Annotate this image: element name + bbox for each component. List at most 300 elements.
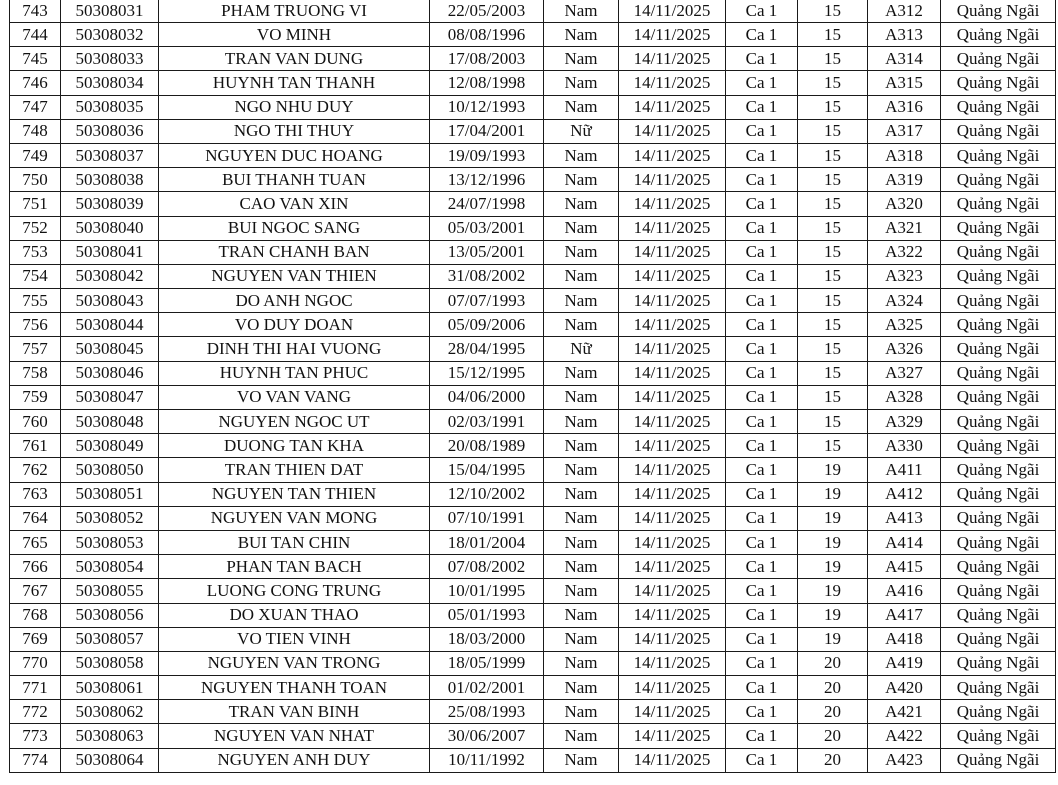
session-cell: Ca 1 (726, 313, 798, 337)
province-cell: Quảng Ngãi (941, 651, 1056, 675)
stt-cell: 767 (10, 579, 61, 603)
exam-date-cell: 14/11/2025 (619, 410, 726, 434)
candidate-id-cell: 50308040 (61, 216, 159, 240)
room-cell: A422 (868, 724, 941, 748)
room-cell: A325 (868, 313, 941, 337)
room-cell: A330 (868, 434, 941, 458)
full-name-cell: DINH THI HAI VUONG (159, 337, 430, 361)
table-row (10, 458, 1056, 482)
room-cell: A417 (868, 603, 941, 627)
province-cell: Quảng Ngãi (941, 555, 1056, 579)
site-cell: 15 (798, 216, 868, 240)
candidate-id-cell: 50308036 (61, 119, 159, 143)
site-cell: 20 (798, 700, 868, 724)
gender-cell: Nam (544, 240, 619, 264)
session-cell: Ca 1 (726, 700, 798, 724)
full-name-cell: CAO VAN XIN (159, 192, 430, 216)
candidate-id-cell: 50308034 (61, 71, 159, 95)
province-cell: Quảng Ngãi (941, 579, 1056, 603)
exam-date-cell: 14/11/2025 (619, 289, 726, 313)
full-name-cell: HUYNH TAN THANH (159, 71, 430, 95)
full-name-cell: TRAN THIEN DAT (159, 458, 430, 482)
candidate-id-cell: 50308047 (61, 385, 159, 409)
site-cell: 20 (798, 676, 868, 700)
exam-date-cell: 14/11/2025 (619, 748, 726, 772)
table-row (10, 555, 1056, 579)
site-cell: 19 (798, 530, 868, 554)
birth-date-cell: 10/01/1995 (430, 579, 544, 603)
room-cell: A314 (868, 47, 941, 71)
table-row (10, 579, 1056, 603)
gender-cell: Nam (544, 289, 619, 313)
stt-cell: 743 (10, 0, 61, 23)
province-cell: Quảng Ngãi (941, 627, 1056, 651)
site-cell: 15 (798, 385, 868, 409)
exam-date-cell: 14/11/2025 (619, 192, 726, 216)
gender-cell: Nam (544, 482, 619, 506)
stt-cell: 757 (10, 337, 61, 361)
candidate-id-cell: 50308035 (61, 95, 159, 119)
province-cell: Quảng Ngãi (941, 434, 1056, 458)
candidate-id-cell: 50308033 (61, 47, 159, 71)
birth-date-cell: 25/08/1993 (430, 700, 544, 724)
site-cell: 15 (798, 95, 868, 119)
room-cell: A413 (868, 506, 941, 530)
room-cell: A416 (868, 579, 941, 603)
full-name-cell: VO MINH (159, 23, 430, 47)
session-cell: Ca 1 (726, 530, 798, 554)
site-cell: 15 (798, 410, 868, 434)
candidate-id-cell: 50308045 (61, 337, 159, 361)
stt-cell: 772 (10, 700, 61, 724)
session-cell: Ca 1 (726, 579, 798, 603)
birth-date-cell: 20/08/1989 (430, 434, 544, 458)
full-name-cell: BUI THANH TUAN (159, 168, 430, 192)
site-cell: 15 (798, 168, 868, 192)
site-cell: 15 (798, 240, 868, 264)
gender-cell: Nam (544, 530, 619, 554)
birth-date-cell: 24/07/1998 (430, 192, 544, 216)
site-cell: 15 (798, 337, 868, 361)
table-row (10, 289, 1056, 313)
table-row (10, 168, 1056, 192)
exam-date-cell: 14/11/2025 (619, 337, 726, 361)
candidate-id-cell: 50308046 (61, 361, 159, 385)
stt-cell: 773 (10, 724, 61, 748)
province-cell: Quảng Ngãi (941, 506, 1056, 530)
birth-date-cell: 17/08/2003 (430, 47, 544, 71)
birth-date-cell: 07/10/1991 (430, 506, 544, 530)
exam-date-cell: 14/11/2025 (619, 119, 726, 143)
full-name-cell: VO DUY DOAN (159, 313, 430, 337)
session-cell: Ca 1 (726, 603, 798, 627)
province-cell: Quảng Ngãi (941, 337, 1056, 361)
table-row (10, 603, 1056, 627)
province-cell: Quảng Ngãi (941, 676, 1056, 700)
gender-cell: Nam (544, 95, 619, 119)
full-name-cell: DUONG TAN KHA (159, 434, 430, 458)
gender-cell: Nữ (544, 119, 619, 143)
room-cell: A423 (868, 748, 941, 772)
province-cell: Quảng Ngãi (941, 313, 1056, 337)
stt-cell: 745 (10, 47, 61, 71)
room-cell: A327 (868, 361, 941, 385)
site-cell: 15 (798, 289, 868, 313)
site-cell: 15 (798, 192, 868, 216)
birth-date-cell: 18/05/1999 (430, 651, 544, 675)
candidate-table-body (10, 0, 1056, 772)
table-row (10, 700, 1056, 724)
stt-cell: 756 (10, 313, 61, 337)
table-row (10, 724, 1056, 748)
session-cell: Ca 1 (726, 385, 798, 409)
birth-date-cell: 05/03/2001 (430, 216, 544, 240)
room-cell: A412 (868, 482, 941, 506)
exam-date-cell: 14/11/2025 (619, 651, 726, 675)
candidate-id-cell: 50308031 (61, 0, 159, 23)
gender-cell: Nam (544, 506, 619, 530)
gender-cell: Nam (544, 143, 619, 167)
exam-date-cell: 14/11/2025 (619, 676, 726, 700)
exam-date-cell: 14/11/2025 (619, 530, 726, 554)
site-cell: 20 (798, 724, 868, 748)
gender-cell: Nam (544, 0, 619, 23)
province-cell: Quảng Ngãi (941, 240, 1056, 264)
province-cell: Quảng Ngãi (941, 289, 1056, 313)
province-cell: Quảng Ngãi (941, 23, 1056, 47)
province-cell: Quảng Ngãi (941, 143, 1056, 167)
gender-cell: Nam (544, 651, 619, 675)
exam-date-cell: 14/11/2025 (619, 0, 726, 23)
candidate-id-cell: 50308062 (61, 700, 159, 724)
candidate-id-cell: 50308064 (61, 748, 159, 772)
stt-cell: 747 (10, 95, 61, 119)
province-cell: Quảng Ngãi (941, 385, 1056, 409)
session-cell: Ca 1 (726, 434, 798, 458)
exam-date-cell: 14/11/2025 (619, 724, 726, 748)
candidate-list-sheet (9, 0, 1055, 773)
birth-date-cell: 10/11/1992 (430, 748, 544, 772)
session-cell: Ca 1 (726, 458, 798, 482)
gender-cell: Nam (544, 700, 619, 724)
full-name-cell: NGUYEN THANH TOAN (159, 676, 430, 700)
gender-cell: Nam (544, 724, 619, 748)
table-row (10, 385, 1056, 409)
stt-cell: 749 (10, 143, 61, 167)
table-row (10, 143, 1056, 167)
room-cell: A321 (868, 216, 941, 240)
site-cell: 15 (798, 361, 868, 385)
birth-date-cell: 18/03/2000 (430, 627, 544, 651)
gender-cell: Nam (544, 434, 619, 458)
candidate-id-cell: 50308039 (61, 192, 159, 216)
exam-date-cell: 14/11/2025 (619, 555, 726, 579)
exam-date-cell: 14/11/2025 (619, 23, 726, 47)
gender-cell: Nam (544, 23, 619, 47)
exam-date-cell: 14/11/2025 (619, 216, 726, 240)
table-row (10, 71, 1056, 95)
exam-date-cell: 14/11/2025 (619, 700, 726, 724)
room-cell: A322 (868, 240, 941, 264)
candidate-id-cell: 50308053 (61, 530, 159, 554)
table-row (10, 216, 1056, 240)
birth-date-cell: 18/01/2004 (430, 530, 544, 554)
province-cell: Quảng Ngãi (941, 119, 1056, 143)
session-cell: Ca 1 (726, 168, 798, 192)
stt-cell: 766 (10, 555, 61, 579)
exam-date-cell: 14/11/2025 (619, 143, 726, 167)
exam-date-cell: 14/11/2025 (619, 95, 726, 119)
province-cell: Quảng Ngãi (941, 264, 1056, 288)
exam-date-cell: 14/11/2025 (619, 71, 726, 95)
candidate-id-cell: 50308052 (61, 506, 159, 530)
candidate-id-cell: 50308049 (61, 434, 159, 458)
room-cell: A328 (868, 385, 941, 409)
room-cell: A319 (868, 168, 941, 192)
full-name-cell: NGUYEN TAN THIEN (159, 482, 430, 506)
site-cell: 15 (798, 434, 868, 458)
table-row (10, 47, 1056, 71)
candidate-id-cell: 50308032 (61, 23, 159, 47)
exam-date-cell: 14/11/2025 (619, 385, 726, 409)
stt-cell: 750 (10, 168, 61, 192)
table-row (10, 676, 1056, 700)
stt-cell: 770 (10, 651, 61, 675)
gender-cell: Nam (544, 458, 619, 482)
full-name-cell: NGUYEN DUC HOANG (159, 143, 430, 167)
birth-date-cell: 12/10/2002 (430, 482, 544, 506)
table-row (10, 627, 1056, 651)
room-cell: A313 (868, 23, 941, 47)
room-cell: A324 (868, 289, 941, 313)
gender-cell: Nam (544, 603, 619, 627)
site-cell: 20 (798, 748, 868, 772)
stt-cell: 759 (10, 385, 61, 409)
room-cell: A411 (868, 458, 941, 482)
table-row (10, 361, 1056, 385)
exam-date-cell: 14/11/2025 (619, 264, 726, 288)
stt-cell: 763 (10, 482, 61, 506)
birth-date-cell: 07/07/1993 (430, 289, 544, 313)
room-cell: A414 (868, 530, 941, 554)
site-cell: 19 (798, 579, 868, 603)
room-cell: A329 (868, 410, 941, 434)
exam-date-cell: 14/11/2025 (619, 458, 726, 482)
province-cell: Quảng Ngãi (941, 47, 1056, 71)
session-cell: Ca 1 (726, 47, 798, 71)
room-cell: A312 (868, 0, 941, 23)
candidate-id-cell: 50308057 (61, 627, 159, 651)
province-cell: Quảng Ngãi (941, 410, 1056, 434)
site-cell: 15 (798, 0, 868, 23)
room-cell: A318 (868, 143, 941, 167)
province-cell: Quảng Ngãi (941, 216, 1056, 240)
province-cell: Quảng Ngãi (941, 603, 1056, 627)
table-row (10, 530, 1056, 554)
stt-cell: 774 (10, 748, 61, 772)
stt-cell: 744 (10, 23, 61, 47)
table-row (10, 192, 1056, 216)
session-cell: Ca 1 (726, 192, 798, 216)
table-row (10, 506, 1056, 530)
exam-date-cell: 14/11/2025 (619, 506, 726, 530)
birth-date-cell: 13/12/1996 (430, 168, 544, 192)
gender-cell: Nam (544, 264, 619, 288)
full-name-cell: HUYNH TAN PHUC (159, 361, 430, 385)
full-name-cell: NGUYEN VAN NHAT (159, 724, 430, 748)
site-cell: 19 (798, 506, 868, 530)
table-row (10, 264, 1056, 288)
candidate-id-cell: 50308042 (61, 264, 159, 288)
birth-date-cell: 22/05/2003 (430, 0, 544, 23)
room-cell: A317 (868, 119, 941, 143)
stt-cell: 771 (10, 676, 61, 700)
gender-cell: Nam (544, 748, 619, 772)
session-cell: Ca 1 (726, 0, 798, 23)
candidate-id-cell: 50308056 (61, 603, 159, 627)
exam-date-cell: 14/11/2025 (619, 361, 726, 385)
candidate-id-cell: 50308048 (61, 410, 159, 434)
birth-date-cell: 19/09/1993 (430, 143, 544, 167)
birth-date-cell: 05/09/2006 (430, 313, 544, 337)
stt-cell: 768 (10, 603, 61, 627)
province-cell: Quảng Ngãi (941, 700, 1056, 724)
gender-cell: Nữ (544, 337, 619, 361)
session-cell: Ca 1 (726, 216, 798, 240)
session-cell: Ca 1 (726, 651, 798, 675)
table-row (10, 23, 1056, 47)
candidate-id-cell: 50308051 (61, 482, 159, 506)
session-cell: Ca 1 (726, 676, 798, 700)
stt-cell: 746 (10, 71, 61, 95)
birth-date-cell: 28/04/1995 (430, 337, 544, 361)
full-name-cell: NGO THI THUY (159, 119, 430, 143)
session-cell: Ca 1 (726, 337, 798, 361)
session-cell: Ca 1 (726, 264, 798, 288)
exam-date-cell: 14/11/2025 (619, 482, 726, 506)
birth-date-cell: 30/06/2007 (430, 724, 544, 748)
province-cell: Quảng Ngãi (941, 748, 1056, 772)
exam-date-cell: 14/11/2025 (619, 434, 726, 458)
stt-cell: 760 (10, 410, 61, 434)
gender-cell: Nam (544, 192, 619, 216)
session-cell: Ca 1 (726, 240, 798, 264)
province-cell: Quảng Ngãi (941, 0, 1056, 23)
gender-cell: Nam (544, 216, 619, 240)
full-name-cell: VO TIEN VINH (159, 627, 430, 651)
site-cell: 19 (798, 458, 868, 482)
birth-date-cell: 05/01/1993 (430, 603, 544, 627)
birth-date-cell: 31/08/2002 (430, 264, 544, 288)
birth-date-cell: 10/12/1993 (430, 95, 544, 119)
candidate-id-cell: 50308041 (61, 240, 159, 264)
session-cell: Ca 1 (726, 71, 798, 95)
room-cell: A421 (868, 700, 941, 724)
stt-cell: 755 (10, 289, 61, 313)
full-name-cell: TRAN CHANH BAN (159, 240, 430, 264)
stt-cell: 752 (10, 216, 61, 240)
birth-date-cell: 02/03/1991 (430, 410, 544, 434)
birth-date-cell: 12/08/1998 (430, 71, 544, 95)
exam-date-cell: 14/11/2025 (619, 579, 726, 603)
room-cell: A323 (868, 264, 941, 288)
exam-date-cell: 14/11/2025 (619, 168, 726, 192)
candidate-id-cell: 50308038 (61, 168, 159, 192)
full-name-cell: NGUYEN NGOC UT (159, 410, 430, 434)
exam-date-cell: 14/11/2025 (619, 240, 726, 264)
province-cell: Quảng Ngãi (941, 482, 1056, 506)
session-cell: Ca 1 (726, 95, 798, 119)
birth-date-cell: 04/06/2000 (430, 385, 544, 409)
gender-cell: Nam (544, 579, 619, 603)
session-cell: Ca 1 (726, 361, 798, 385)
table-row (10, 0, 1056, 23)
stt-cell: 764 (10, 506, 61, 530)
full-name-cell: TRAN VAN BINH (159, 700, 430, 724)
candidate-id-cell: 50308061 (61, 676, 159, 700)
site-cell: 19 (798, 627, 868, 651)
full-name-cell: NGO NHU DUY (159, 95, 430, 119)
full-name-cell: PHAN TAN BACH (159, 555, 430, 579)
site-cell: 15 (798, 119, 868, 143)
table-row (10, 337, 1056, 361)
exam-date-cell: 14/11/2025 (619, 627, 726, 651)
room-cell: A326 (868, 337, 941, 361)
site-cell: 15 (798, 23, 868, 47)
site-cell: 15 (798, 143, 868, 167)
birth-date-cell: 08/08/1996 (430, 23, 544, 47)
room-cell: A418 (868, 627, 941, 651)
full-name-cell: LUONG CONG TRUNG (159, 579, 430, 603)
gender-cell: Nam (544, 71, 619, 95)
stt-cell: 765 (10, 530, 61, 554)
province-cell: Quảng Ngãi (941, 361, 1056, 385)
candidate-id-cell: 50308050 (61, 458, 159, 482)
room-cell: A419 (868, 651, 941, 675)
room-cell: A315 (868, 71, 941, 95)
site-cell: 15 (798, 313, 868, 337)
site-cell: 19 (798, 482, 868, 506)
full-name-cell: NGUYEN VAN THIEN (159, 264, 430, 288)
full-name-cell: DO ANH NGOC (159, 289, 430, 313)
table-row (10, 748, 1056, 772)
candidate-id-cell: 50308058 (61, 651, 159, 675)
birth-date-cell: 07/08/2002 (430, 555, 544, 579)
gender-cell: Nam (544, 627, 619, 651)
gender-cell: Nam (544, 361, 619, 385)
site-cell: 19 (798, 555, 868, 579)
stt-cell: 748 (10, 119, 61, 143)
full-name-cell: VO VAN VANG (159, 385, 430, 409)
gender-cell: Nam (544, 410, 619, 434)
site-cell: 19 (798, 603, 868, 627)
birth-date-cell: 17/04/2001 (430, 119, 544, 143)
candidate-id-cell: 50308044 (61, 313, 159, 337)
birth-date-cell: 15/12/1995 (430, 361, 544, 385)
province-cell: Quảng Ngãi (941, 458, 1056, 482)
gender-cell: Nam (544, 313, 619, 337)
room-cell: A415 (868, 555, 941, 579)
table-row (10, 119, 1056, 143)
table-row (10, 313, 1056, 337)
gender-cell: Nam (544, 555, 619, 579)
full-name-cell: TRAN VAN DUNG (159, 47, 430, 71)
room-cell: A320 (868, 192, 941, 216)
room-cell: A316 (868, 95, 941, 119)
session-cell: Ca 1 (726, 143, 798, 167)
site-cell: 15 (798, 47, 868, 71)
stt-cell: 758 (10, 361, 61, 385)
